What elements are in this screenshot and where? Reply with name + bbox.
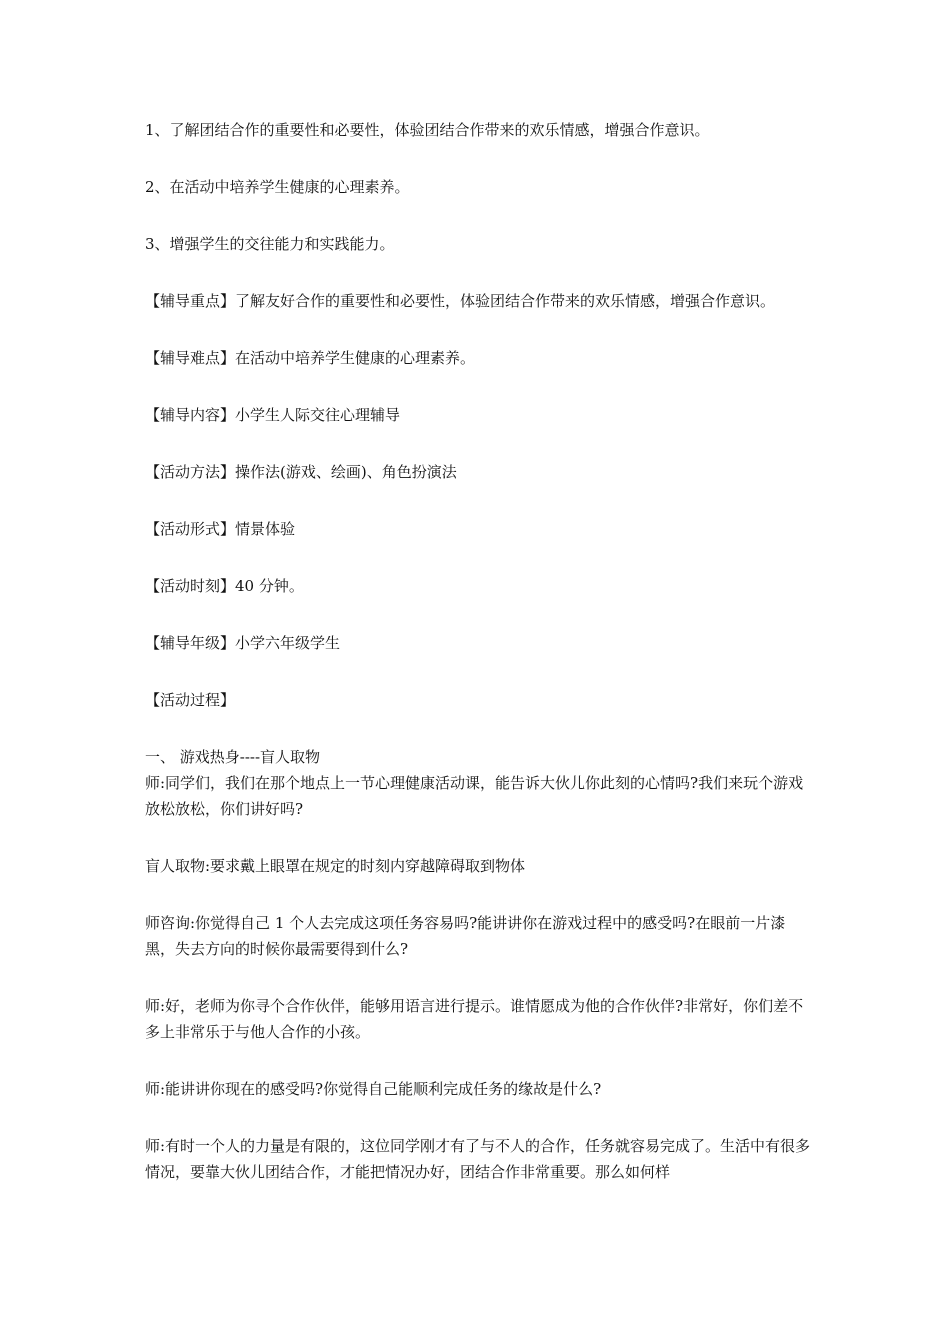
section-heading-1: 一、 游戏热身----盲人取物 — [145, 748, 321, 766]
teacher-partner: 师:好，老师为你寻个合作伙伴，能够用语言进行提示。谁情愿成为他的合作伙伴?非常好，你们差不多上非常乐于与他人合作的小孩。 — [145, 997, 804, 1041]
process-heading: 【活动过程】 — [145, 691, 236, 709]
objective-1: 1、了解团结合作的重要性和必要性，体验团结合作带来的欢乐情感，增强合作意识。 — [145, 121, 710, 139]
teacher-summary: 师:有时一个人的力量是有限的，这位同学刚才有了与不人的合作，任务就容易完成了。生活中有很多情况，要靠大伙儿团结合作，才能把情况办好，团结合作非常重要。那么如何样 — [145, 1137, 811, 1181]
teacher-intro: 师:同学们，我们在那个地点上一节心理健康活动课，能告诉大伙儿你此刻的心情吗?我们来玩个游戏放松放松，你们讲好吗? — [145, 774, 804, 818]
duration: 【活动时刻】40 分钟。 — [145, 577, 304, 595]
content: 【辅导内容】小学生人际交往心理辅导 — [145, 406, 401, 424]
method: 【活动方法】操作法(游戏、绘画)、角色扮演法 — [145, 463, 457, 481]
teacher-question-1: 师咨询:你觉得自己 1 个人去完成这项任务容易吗?能讲讲你在游戏过程中的感受吗?在眼前一片漆黑，失去方向的时候你最需要得到什么? — [145, 914, 786, 958]
grade: 【辅导年级】小学六年级学生 — [145, 634, 341, 652]
form: 【活动形式】情景体验 — [145, 520, 296, 538]
game-rule: 盲人取物:要求戴上眼罩在规定的时刻内穿越障碍取到物体 — [145, 857, 526, 875]
teacher-question-2: 师:能讲讲你现在的感受吗?你觉得自己能顺利完成任务的缘故是什么? — [145, 1080, 602, 1098]
difficult-point: 【辅导难点】在活动中培养学生健康的心理素养。 — [145, 349, 476, 367]
key-point: 【辅导重点】了解友好合作的重要性和必要性，体验团结合作带来的欢乐情感，增强合作意识。 — [145, 292, 776, 310]
document-page — [145, 117, 811, 1185]
objective-2: 2、在活动中培养学生健康的心理素养。 — [145, 178, 410, 196]
objective-3: 3、增强学生的交往能力和实践能力。 — [145, 235, 395, 253]
